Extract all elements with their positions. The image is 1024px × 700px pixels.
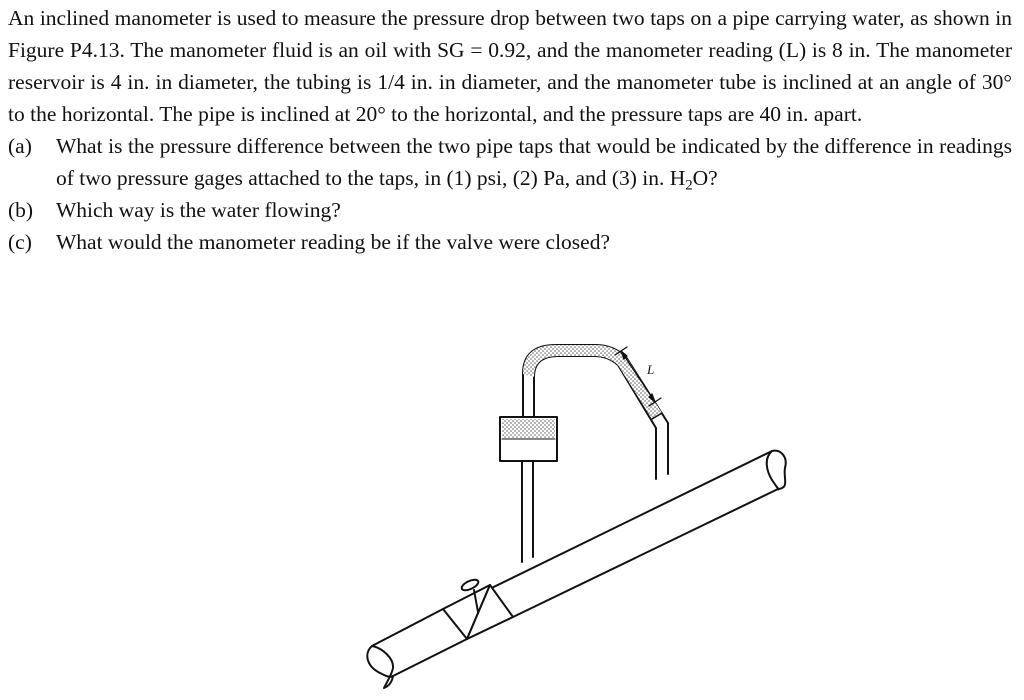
valve-handwheel	[460, 578, 480, 593]
pipe-bottom-edge	[513, 489, 778, 617]
question-a	[8, 130, 1012, 194]
question-a-text	[56, 130, 1012, 194]
reservoir-oil	[502, 419, 555, 439]
question-a-text-main: What is the pressure difference between the two pipe taps that would be indicated by the difference in readings of two pressure gages attached to the taps, in (1) psi, (2) Pa, and (3) in. H	[56, 134, 1012, 190]
dimension-label-l: L	[647, 362, 655, 377]
problem-statement	[8, 2, 1012, 258]
manometer-reservoir	[500, 417, 557, 461]
pipe-top-edge	[467, 451, 772, 600]
question-b	[8, 194, 1012, 226]
question-c	[8, 226, 1012, 258]
h2o-subscript: 2	[685, 177, 693, 194]
question-b-label: (b)	[8, 198, 34, 222]
question-a-label: (a)	[8, 134, 32, 158]
manometer-figure	[355, 328, 795, 693]
lower-pipe-bottom-edge	[393, 639, 467, 676]
pipe-break-end-right	[767, 451, 786, 490]
problem-intro: An inclined manometer is used to measure the pressure drop between two taps on a pipe carrying water, as shown in Figure P4.13. The manometer fluid is an oil with SG = 0.92, and the manometer reading (L) is 8 in. The manometer reservoir is 4 in. in diameter, the tubing is 1/4 in. in diameter, and the manometer tube is inclined at an angle of 30° to the horizontal. The pipe is inclined at 20° to the horizontal, and the pressure taps are 40 in. apart.	[8, 6, 1012, 126]
question-c-label: (c)	[8, 230, 32, 254]
left-tap-tube	[522, 461, 533, 562]
question-b-text: Which way is the water flowing?	[56, 198, 341, 222]
inclined-pipe	[467, 451, 786, 617]
gate-valve	[443, 578, 513, 639]
question-c-text: What would the manometer reading be if the valve were closed?	[56, 230, 610, 254]
manometer-diagram	[355, 328, 795, 693]
lower-pipe-top-edge	[372, 609, 443, 646]
pipe-break-end-left	[367, 646, 393, 688]
question-a-text-end: O?	[692, 166, 718, 190]
